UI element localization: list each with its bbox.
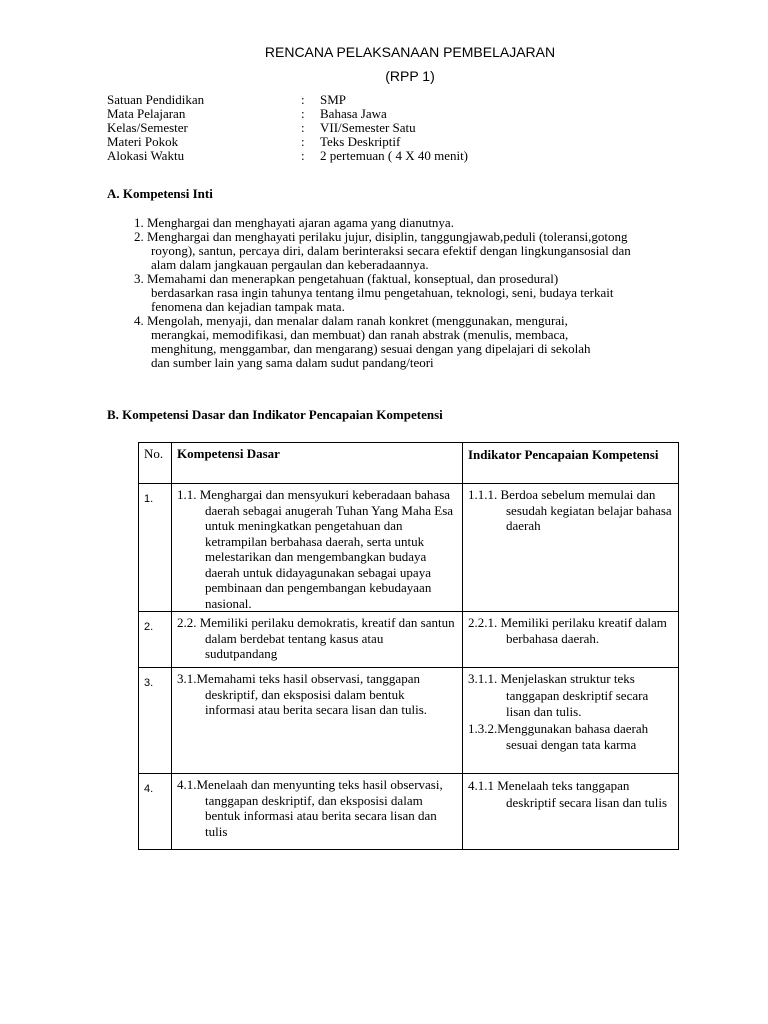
info-value: SMP: [320, 92, 347, 107]
document-subtitle: (RPP 1): [385, 68, 435, 84]
header-kd: Kompetensi Dasar: [172, 443, 463, 484]
row-no: 4.: [139, 774, 172, 850]
ki-line: dan sumber lain yang sama dalam sudut pandang/teori: [151, 355, 434, 370]
section-b-heading: B. Kompetensi Dasar dan Indikator Pencapaian Kompetensi: [107, 407, 443, 422]
header-no: No.: [139, 443, 172, 484]
row-no: 1.: [139, 484, 172, 612]
table-row: [139, 612, 679, 668]
ki-line: alam dalam jangkauan pergaulan dan keberadaannya.: [151, 257, 429, 272]
row-kd: [172, 612, 463, 668]
kd-text: 1.1. Menghargai dan mensyukuri keberadaan bahasa daerah sebagai anugerah Tuhan Yang Maha Esa untuk meningkatkan pengetahuan dan ketrampilan berbahasa daerah, serta untuk melestarikan dan mengembangkan budaya daerah untuk didayagunakan sebagai upaya pembinaan dan pengembangan kebudayaan nasional.: [177, 487, 454, 611]
info-label: Mata Pelajaran: [107, 106, 186, 121]
indikator-text: 3.1.1. Menjelaskan struktur teks tanggapan deskriptif secara lisan dan tulis.: [468, 671, 649, 719]
kd-text: 4.1.Menelaah dan menyunting teks hasil observasi, tanggapan deskriptif, dan eksposisi dalam bentuk informasi atau berita secara lisan dan tulis: [177, 777, 443, 839]
kd-text: 2.2. Memiliki perilaku demokratis, kreatif dan santun dalam berdebat tentang kasus atau sudutpandang: [177, 615, 455, 661]
document-title: RENCANA PELAKSANAAN PEMBELAJARAN: [264, 44, 556, 60]
info-sep: :: [301, 148, 305, 163]
section-a-heading: A. Kompetensi Inti: [107, 186, 213, 201]
info-sep: :: [301, 120, 305, 135]
row-indikator: [463, 774, 679, 850]
ki-line: 1. Menghargai dan menghayati ajaran agama yang dianutnya.: [134, 215, 454, 230]
indikator-text: 1.3.2.Menggunakan bahasa daerah sesuai dengan tata karma: [468, 720, 649, 752]
indikator-text: 2.2.1. Memiliki perilaku kreatif dalam berbahasa daerah.: [468, 615, 667, 646]
table-row: [139, 484, 679, 612]
info-value: 2 pertemuan ( 4 X 40 menit): [320, 148, 469, 163]
ki-line: merangkai, memodifikasi, dan membuat) dan ranah abstrak (menulis, membaca,: [151, 327, 569, 342]
info-label: Satuan Pendidikan: [107, 92, 205, 107]
ki-line: 4. Mengolah, menyaji, dan menalar dalam ranah konkret (menggunakan, mengurai,: [134, 313, 568, 328]
row-kd: [172, 774, 463, 850]
info-label: Materi Pokok: [107, 134, 179, 149]
table-row: [139, 668, 679, 774]
info-value: VII/Semester Satu: [320, 120, 416, 135]
info-sep: :: [301, 92, 305, 107]
info-label: Alokasi Waktu: [107, 148, 185, 163]
ki-line: fenomena dan kejadian tampak mata.: [151, 299, 345, 314]
ki-line: 2. Menghargai dan menghayati perilaku jujur, disiplin, tanggungjawab,peduli (toleransi,gotong: [134, 229, 628, 244]
kd-text: 3.1.Memahami teks hasil observasi, tanggapan deskriptif, dan eksposisi dalam bentuk informasi atau berita secara lisan dan tulis.: [177, 671, 428, 717]
ki-line: 3. Memahami dan menerapkan pengetahuan (faktual, konseptual, dan prosedural): [134, 271, 559, 286]
info-sep: :: [301, 134, 305, 149]
kompetensi-table: [138, 442, 679, 850]
ki-line: royong), santun, percaya diri, dalam berinteraksi secara efektif dengan lingkungansosial dan: [151, 243, 631, 258]
table-header-row: [139, 443, 679, 484]
row-kd: [172, 668, 463, 774]
info-label: Kelas/Semester: [107, 120, 188, 135]
row-indikator: [463, 612, 679, 668]
indikator-text: 1.1.1. Berdoa sebelum memulai dan sesudah kegiatan belajar bahasa daerah: [468, 487, 672, 533]
header-indikator: Indikator Pencapaian Kompetensi: [463, 443, 679, 484]
row-kd: [172, 484, 463, 612]
info-sep: :: [301, 106, 305, 121]
row-indikator: [463, 668, 679, 774]
info-value: Teks Deskriptif: [320, 134, 401, 149]
row-indikator: [463, 484, 679, 612]
ki-line: berdasarkan rasa ingin tahunya tentang ilmu pengetahuan, teknologi, seni, budaya terkait: [151, 285, 614, 300]
table-row: [139, 774, 679, 850]
ki-line: menghitung, menggambar, dan mengarang) sesuai dengan yang dipelajari di sekolah: [151, 341, 591, 356]
indikator-text: 4.1.1 Menelaah teks tanggapan deskriptif secara lisan dan tulis: [468, 778, 668, 810]
row-no: 3.: [139, 668, 172, 774]
row-no: 2.: [139, 612, 172, 668]
info-value: Bahasa Jawa: [320, 106, 387, 121]
